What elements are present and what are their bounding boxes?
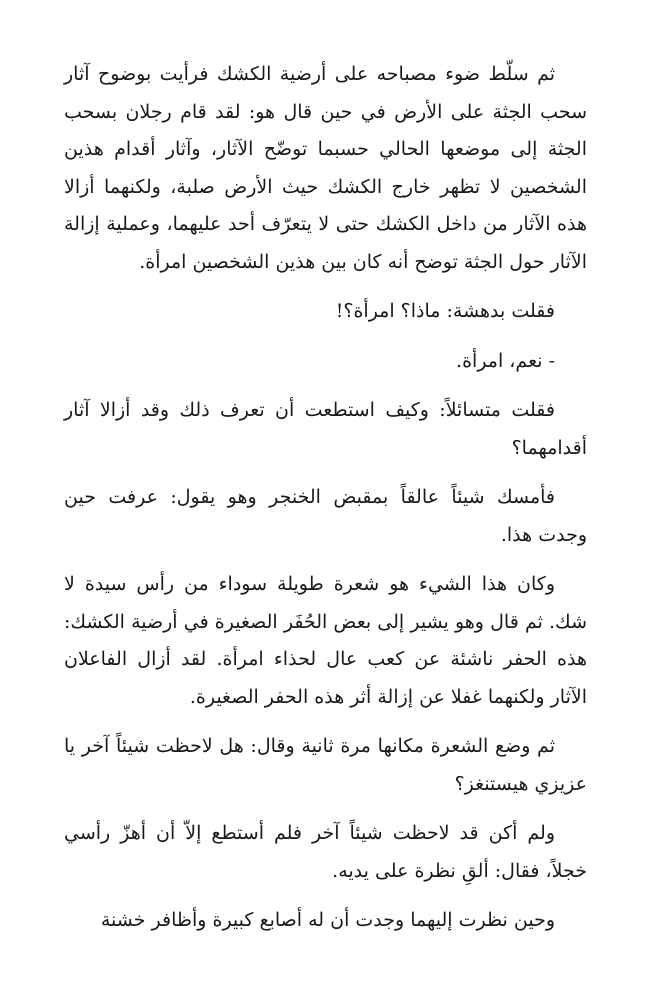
paragraph-anything-else-hastings: ثم وضع الشعرة مكانها مرة ثانية وقال: هل لاحظت شيئاً آخر يا عزيزي هيستنغز؟ [64,735,587,795]
paragraph-large-fingers: وحين نظرت إليهما وجدت أن له أصابع كبيرة وأظافر خشنة [100,909,555,931]
book-page [64,56,587,940]
paragraph-how-did-you-know: فقلت متسائلاً: وكيف استطعت أن تعرف ذلك وقد أزالا آثار أقدامهما؟ [64,399,587,459]
paragraph-dagger-handle: فأمسك شيئاً عالقاً بمقبض الخنجر وهو يقول: عرفت حين وجدت هذا. [64,486,587,546]
paragraph-corpse-drag-traces: ثم سلّط ضوء مصباحه على أرضية الكشك فرأيت بوضوح آثار سحب الجثة على الأرض في حين قال هو: لقد قام رجلان بسحب الجثة إلى موضعها الحالي حسبما توضّح الآثار، وآثار أقدام هذين الشخصين لا تظهر خارج الكشك حيث الأرض صلبة، ولكنهما أزالا هذه الآثار من داخل الكشك حتى لا يتعرّف أحد عليهما، وعملية إزالة الآثار حول الجثة توضح أنه كان بين هذين الشخصين امرأة. [64,63,587,273]
paragraph-hair-and-heel-marks: وكان هذا الشيء هو شعرة طويلة سوداء من رأس سيدة لا شك. ثم قال وهو يشير إلى بعض الحُفَر الصغيرة في أرضية الكشك: هذه الحفر ناشئة عن كعب عال لحذاء امرأة. لقد أزال الفاعلان الآثار ولكنهما غفلا عن إزالة أثر هذه الحفر الصغيرة. [64,573,587,708]
paragraph-look-at-hands: ولم أكن قد لاحظت شيئاً آخر فلم أستطع إلاّ أن أهزّ رأسي خجلاً، فقال: ألقِ نظرة على يديه. [64,822,587,882]
paragraph-surprised-question: فقلت بدهشة: ماذا؟ امرأة؟! [335,300,555,322]
paragraph-yes-woman: - نعم، امرأة. [456,349,555,372]
